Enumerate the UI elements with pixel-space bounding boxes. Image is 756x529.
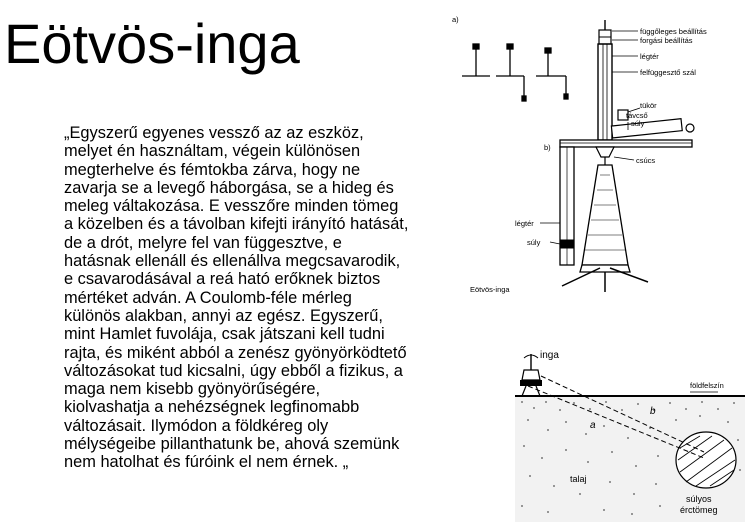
label-telescope: távcső — [626, 111, 648, 120]
label-torsion: forgási beállítás — [640, 36, 693, 45]
label-wire: felfüggesztő szál — [640, 68, 696, 77]
figure-caption: Eötvös-inga — [470, 285, 510, 294]
instrument-column — [560, 20, 694, 292]
label-a: a — [590, 420, 596, 431]
label-airspace-lower: légtér — [515, 219, 534, 228]
page-title: Eötvös-inga — [4, 12, 300, 75]
panel-a-label: a) — [452, 15, 459, 24]
label-ore-2: érctömeg — [680, 505, 718, 515]
label-weight-top: súly — [631, 119, 645, 128]
label-pendulum: inga — [540, 350, 559, 361]
label-mirror: tükör — [640, 101, 657, 110]
panel-a-schematics — [462, 44, 568, 101]
quote-text: „Egyszerű egyenes vessző az az eszköz, melyet én használtam, végein különösen megterhelve és fémtokba zárva, hogy ne zavarja se a levegő háborgása, se a hideg és meleg váltakozása. E vesszőre minden tömeg a közelben és a távolban kifejti irányító hatását, de a drót, melyre fel van függesztve, e hatásnak ellenáll és ellenállva megcsavarodik, e csavarodásával a reá ható erőknek biztos mértéket adván. A Coulomb-féle mérleg különös alakban, annyi az egész. Egyszerű, mint Hamlet fuvolája, csak játszani kell tudni rajta, és miként abból a zenész gyönyörködtető változásokat tud kicsalni, úgy ebből a fizikus, a maga nem kisebb gyönyörűségére, kiolvashatja a nehézségnek legfinomabb változásait. Ilymódon a földkéreg oly mélységeibe pillanthatunk be, ahová szemünk nem hatolhat és fúróink el nem érnek. „ — [64, 124, 409, 472]
label-weight-lower: súly — [527, 238, 541, 247]
label-surface: földfelszín — [690, 381, 724, 390]
label-vertical: függőleges beállítás — [640, 27, 707, 36]
label-b: b — [650, 406, 656, 417]
label-soil: talaj — [570, 474, 587, 484]
label-airspace: légtér — [640, 52, 659, 61]
panel-b-label: b) — [544, 143, 551, 152]
label-ore-1: súlyos — [686, 494, 712, 504]
label-point: csúcs — [636, 156, 656, 165]
